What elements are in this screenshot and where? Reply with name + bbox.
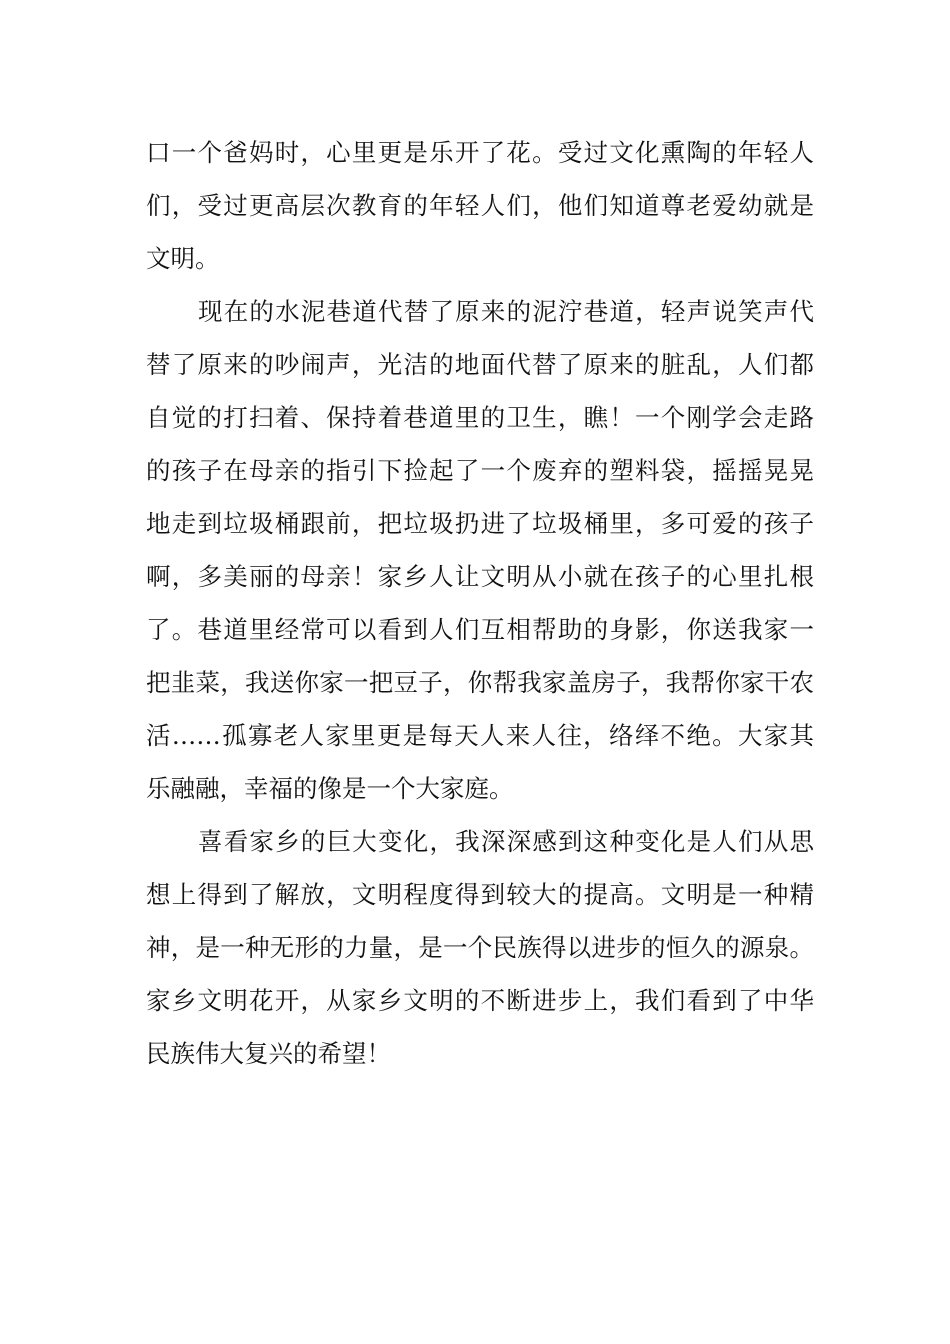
text-line: 文明。 (146, 244, 220, 273)
paragraph-1 (146, 126, 814, 285)
text-line: 自觉的打扫着、保持着巷道里的卫生，瞧！一个刚学会走路 (146, 403, 814, 432)
text-line: 想上得到了解放，文明程度得到较大的提高。文明是一种精 (146, 880, 814, 909)
text-line: 现在的水泥巷道代替了原来的泥泞巷道，轻声说笑声代 (198, 297, 814, 326)
text-line: 啊，多美丽的母亲！家乡人让文明从小就在孩子的心里扎根 (146, 562, 814, 591)
document-body (146, 126, 814, 1080)
text-line: 喜看家乡的巨大变化，我深深感到这种变化是人们从思 (198, 827, 814, 856)
text-line: 口一个爸妈时，心里更是乐开了花。受过文化熏陶的年轻人 (146, 138, 814, 167)
paragraph-2 (146, 285, 814, 815)
text-line: 把韭菜，我送你家一把豆子，你帮我家盖房子，我帮你家干农 (146, 668, 814, 697)
text-line: 家乡文明花开，从家乡文明的不断进步上，我们看到了中华 (146, 986, 814, 1015)
text-line: 民族伟大复兴的希望！ (146, 1039, 391, 1068)
text-line: 地走到垃圾桶跟前，把垃圾扔进了垃圾桶里，多可爱的孩子 (146, 509, 814, 538)
paragraph-3 (146, 815, 814, 1080)
text-line: 替了原来的吵闹声，光洁的地面代替了原来的脏乱，人们都 (146, 350, 814, 379)
text-line: 神，是一种无形的力量，是一个民族得以进步的恒久的源泉。 (146, 933, 814, 962)
text-line: 了。巷道里经常可以看到人们互相帮助的身影，你送我家一 (146, 615, 814, 644)
text-line: 的孩子在母亲的指引下捡起了一个废弃的塑料袋，摇摇晃晃 (146, 456, 814, 485)
text-line: 们，受过更高层次教育的年轻人们，他们知道尊老爱幼就是 (146, 191, 814, 220)
text-line: 活……孤寡老人家里更是每天人来人往，络绎不绝。大家其 (146, 721, 814, 750)
text-line: 乐融融，幸福的像是一个大家庭。 (146, 774, 514, 803)
